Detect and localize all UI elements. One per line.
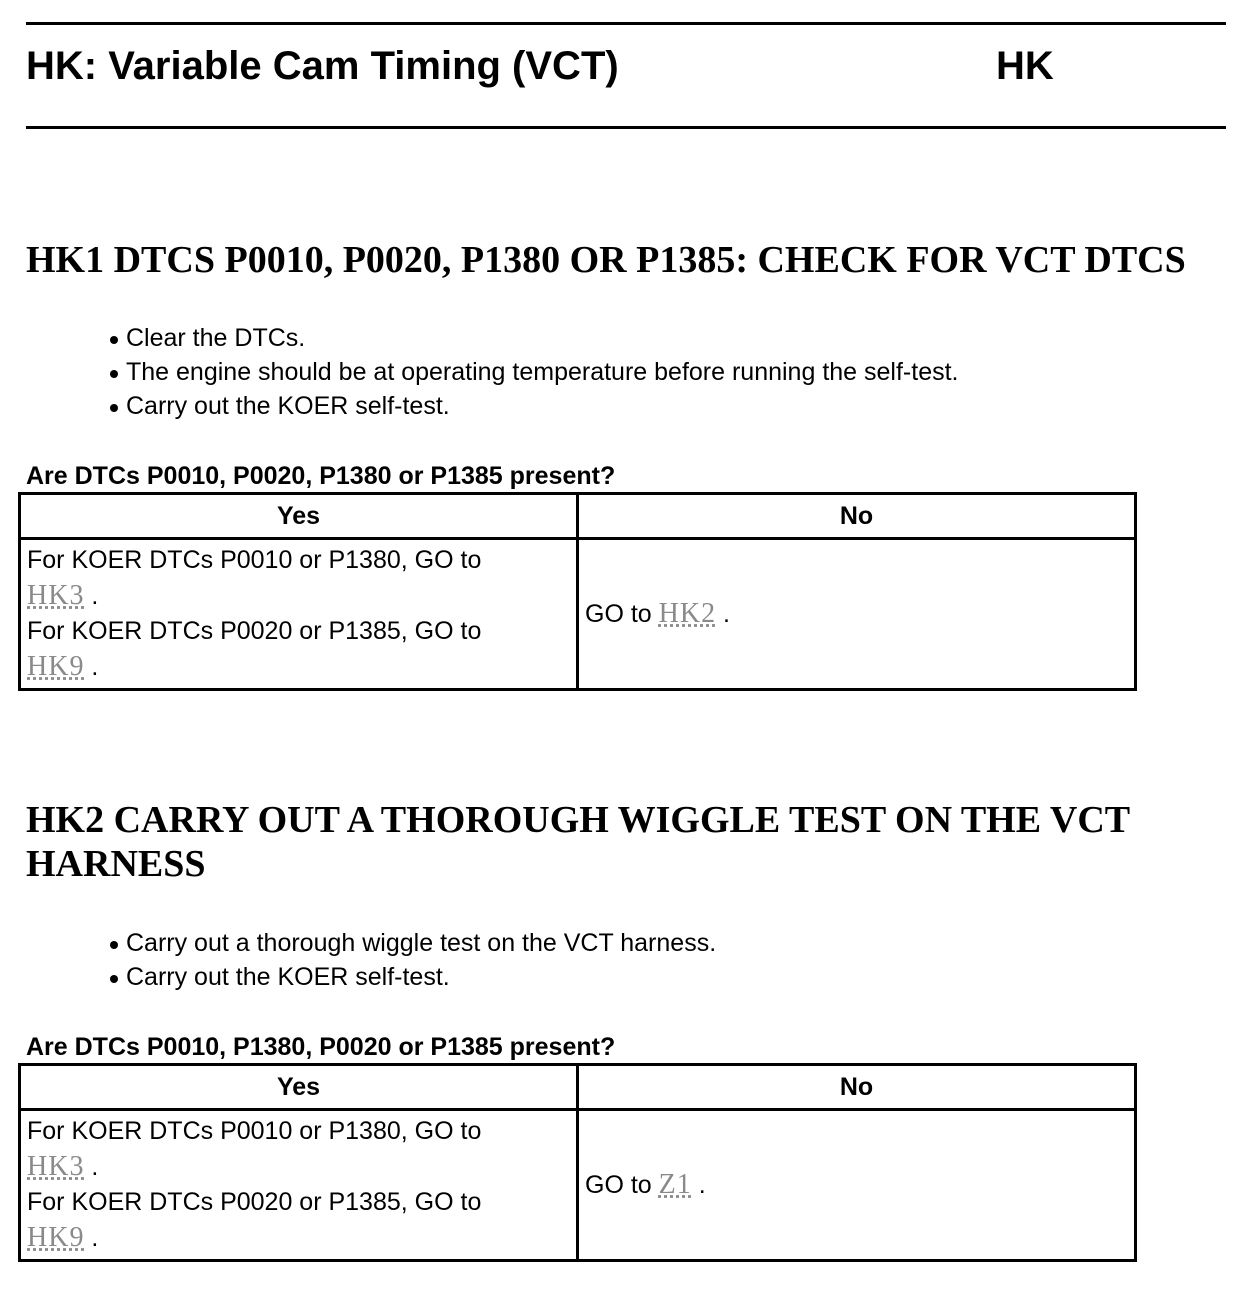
no-column-header: No — [578, 494, 1136, 539]
no-instruction: GO to — [585, 600, 652, 628]
no-instruction: GO to — [585, 1171, 652, 1199]
yes-instruction-2: For KOER DTCs P0020 or P1385, GO to — [27, 1188, 482, 1216]
link-z1[interactable]: Z1 — [658, 1169, 692, 1200]
list-item: Clear the DTCs. — [108, 321, 958, 355]
step-hk1-answer-table — [18, 492, 1137, 691]
period: . — [91, 582, 99, 610]
yes-instruction-1: For KOER DTCs P0010 or P1380, GO to — [27, 1117, 482, 1145]
list-item: Carry out a thorough wiggle test on the VCT harness. — [108, 926, 716, 960]
link-hk2[interactable]: HK2 — [658, 598, 717, 629]
list-item: The engine should be at operating temperature before running the self-test. — [108, 355, 958, 389]
step-heading-hk2: HK2 CARRY OUT A THOROUGH WIGGLE TEST ON THE VCT HARNESS — [26, 799, 1130, 885]
step-heading-hk1: HK1 DTCS P0010, P0020, P1380 OR P1385: CHECK FOR VCT DTCS — [26, 239, 1186, 281]
step-hk2-instructions — [108, 926, 716, 994]
page-title: HK: Variable Cam Timing (VCT) — [26, 44, 619, 88]
step-hk1-instructions — [108, 321, 958, 423]
list-item: Carry out the KOER self-test. — [108, 960, 716, 994]
list-item: Carry out the KOER self-test. — [108, 389, 958, 423]
step-hk2-answer-table — [18, 1063, 1137, 1262]
period: . — [91, 1224, 99, 1252]
no-answer-cell — [578, 539, 1136, 690]
link-hk9[interactable]: HK9 — [27, 1222, 85, 1253]
header-bottom-rule — [26, 126, 1226, 129]
period: . — [91, 1153, 99, 1181]
yes-instruction-1: For KOER DTCs P0010 or P1380, GO to — [27, 546, 482, 574]
period: . — [723, 600, 730, 628]
no-answer-cell — [578, 1110, 1136, 1261]
no-column-header: No — [578, 1065, 1136, 1110]
link-hk9[interactable]: HK9 — [27, 651, 85, 682]
yes-answer-cell — [20, 1110, 578, 1261]
step-hk2-question: Are DTCs P0010, P1380, P0020 or P1385 present? — [26, 1033, 616, 1061]
link-hk3[interactable]: HK3 — [27, 580, 85, 611]
yes-column-header: Yes — [20, 494, 578, 539]
yes-column-header: Yes — [20, 1065, 578, 1110]
period: . — [698, 1171, 706, 1199]
step-hk1-question: Are DTCs P0010, P0020, P1380 or P1385 present? — [26, 462, 616, 490]
yes-instruction-2: For KOER DTCs P0020 or P1385, GO to — [27, 617, 482, 645]
yes-answer-cell — [20, 539, 578, 690]
section-code: HK — [996, 44, 1054, 88]
link-hk3[interactable]: HK3 — [27, 1151, 85, 1182]
period: . — [91, 653, 99, 681]
header-top-rule — [26, 22, 1226, 25]
